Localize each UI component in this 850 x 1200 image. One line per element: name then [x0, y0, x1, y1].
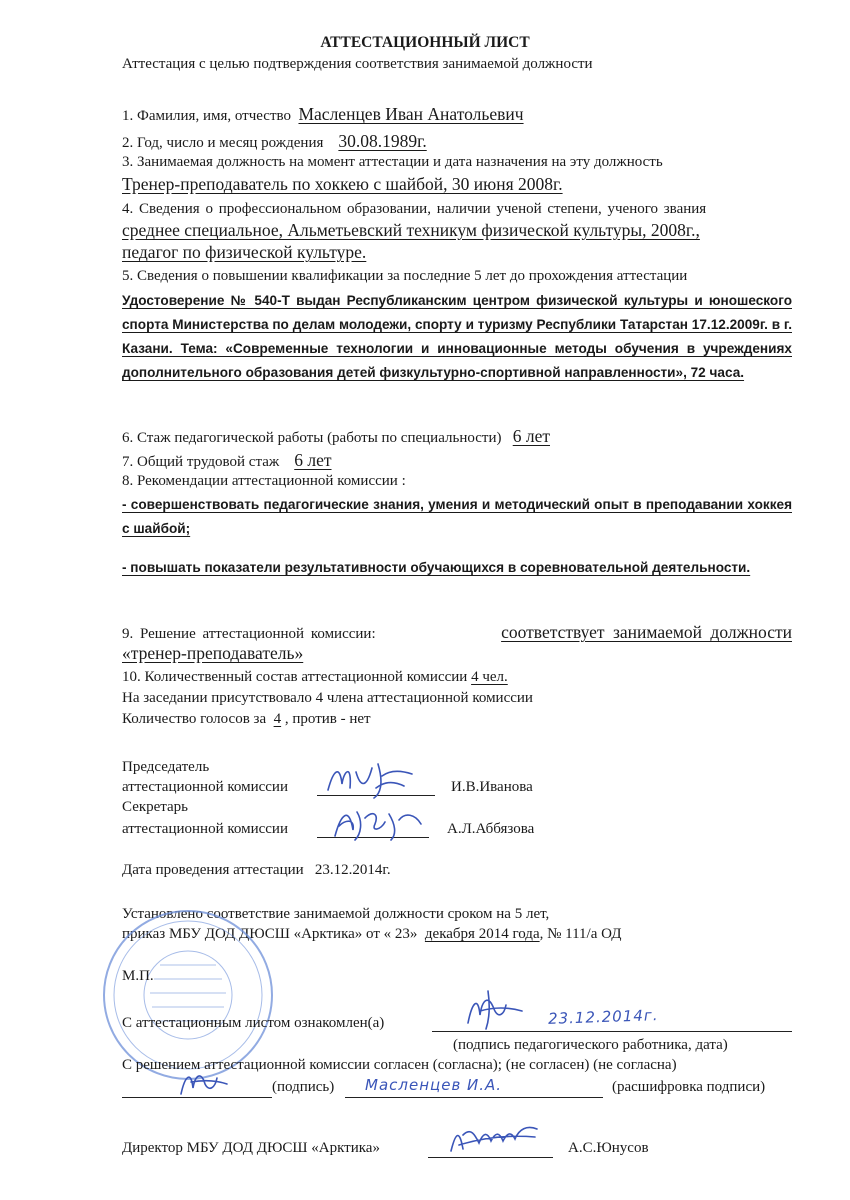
votes-for-value: 4	[273, 711, 282, 727]
acquainted-caption: (подпись педагогического работника, дата)	[453, 1037, 728, 1053]
order-date: декабря 2014 года	[424, 926, 540, 942]
secretary-role-line1: Секретарь	[122, 799, 189, 815]
present-members: На заседании присутствовало 4 члена аттестационной комиссии	[122, 690, 533, 706]
position-value: Тренер-преподаватель по хоккею с шайбой, 30 июня 2008г.	[122, 174, 563, 194]
field-label: 6. Стаж педагогической работы (работы по специальности)	[122, 430, 502, 446]
chairman-name: И.В.Иванова	[451, 779, 533, 795]
commission-size-value: 4 чел.	[471, 669, 508, 685]
acquainted-label: С аттестационным листом ознакомлен(а)	[122, 1015, 385, 1031]
votes-against-label: , против - нет	[284, 711, 371, 727]
birth-date-value: 30.08.1989г.	[338, 131, 427, 151]
seal-place-label: М.П.	[122, 968, 154, 984]
document-title: АТТЕСТАЦИОННЫЙ ЛИСТ	[320, 34, 530, 51]
decision-value-line1: соответствует занимаемой должности	[501, 622, 792, 642]
handwritten-employee-name: Масленцев И.А.	[365, 1076, 503, 1094]
handwritten-acquainted-date: 23.12.2014г.	[547, 1006, 659, 1028]
secretary-name: А.Л.Аббязова	[447, 821, 535, 837]
qualification-value: Удостоверение № 540-Т выдан Республиканским центром физической культуры и юношеского спорта Министерства по делам молодежи, спорту и туризму Республики Татарстан 17.12.2009г. в г. Казани. Тема: «Современные технологии и инновационные методы обучения в учреждениях дополнительного образования детей физкультурно-спортивной направленности», 72 часа.	[122, 293, 792, 380]
director-name: А.С.Юнусов	[568, 1140, 649, 1156]
chairman-role-line1: Председатель	[122, 759, 210, 775]
pedagogical-experience-value: 6 лет	[512, 426, 550, 446]
field-decision	[122, 622, 792, 664]
decode-label: (расшифровка подписи)	[612, 1079, 766, 1095]
education-value-line1: среднее специальное, Альметьевский техникум физической культуры, 2008г.,	[122, 220, 700, 240]
document-subtitle: Аттестация с целью подтверждения соответствия занимаемой должности	[122, 56, 593, 72]
field-qualification-label: 5. Сведения о повышении квалификации за последние 5 лет до прохождения аттестации	[122, 268, 688, 284]
field-pedagogical-experience	[122, 426, 550, 447]
full-name-value: Масленцев Иван Анатольевич	[298, 104, 524, 124]
attestation-date	[122, 862, 391, 879]
field-birth-date	[122, 131, 427, 152]
field-total-experience	[122, 450, 332, 471]
decode-signature-line	[345, 1097, 603, 1098]
field-recommendations-label: 8. Рекомендации аттестационной комиссии :	[122, 473, 406, 489]
order-prefix: приказ МБУ ДОД ДЮСШ «Арктика» от « 23»	[122, 926, 418, 942]
decision-value-line2: «тренер-преподаватель»	[122, 643, 304, 663]
chairman-signature	[320, 758, 430, 803]
secretary-role-line2: аттестационной комиссии	[122, 821, 288, 837]
order-number: , № 111/а ОД	[539, 926, 622, 942]
field-label: 2. Год, число и месяц рождения	[122, 135, 324, 151]
field-position-label: 3. Занимаемая должность на момент аттестации и дата назначения на эту должность	[122, 154, 663, 170]
agreement-signature	[175, 1060, 235, 1102]
field-label: 1. Фамилия, имя, отчество	[122, 108, 291, 124]
established-line1: Установлено соответствие занимаемой должности сроком на 5 лет,	[122, 906, 550, 922]
chairman-role-line2: аттестационной комиссии	[122, 779, 288, 795]
field-label: 10. Количественный состав аттестационной комиссии	[122, 669, 468, 685]
total-experience-value: 6 лет	[294, 450, 332, 470]
director-label: Директор МБУ ДОД ДЮСШ «Арктика»	[122, 1140, 380, 1156]
field-full-name	[122, 104, 524, 125]
recommendation-2: - повышать показатели результативности обучающихся в соревновательной деятельности.	[122, 560, 751, 575]
secretary-signature	[325, 800, 435, 845]
sign-label: (подпись)	[272, 1079, 335, 1095]
votes-line	[122, 711, 371, 728]
agreement-statement: С решением аттестационной комиссии согласен (согласна); (не согласен) (не согласна)	[122, 1057, 677, 1073]
field-label: 7. Общий трудовой стаж	[122, 454, 280, 470]
field-label: Дата проведения аттестации	[122, 862, 304, 878]
recommendation-1: - совершенствовать педагогические знания, умения и методический опыт в преподавании хоккея с шайбой;	[122, 497, 792, 536]
director-signature	[445, 1115, 545, 1160]
education-value-line2: педагог по физической культуре.	[122, 242, 367, 262]
employee-signature	[460, 985, 540, 1033]
field-commission-size	[122, 669, 508, 686]
votes-for-label: Количество голосов за	[122, 711, 267, 727]
field-education-label: 4. Сведения о профессиональном образовании, наличии ученой степени, ученого звания	[122, 201, 707, 217]
field-label: 9. Решение аттестационной комиссии:	[122, 626, 376, 642]
attestation-date-value: 23.12.2014г.	[314, 862, 391, 878]
